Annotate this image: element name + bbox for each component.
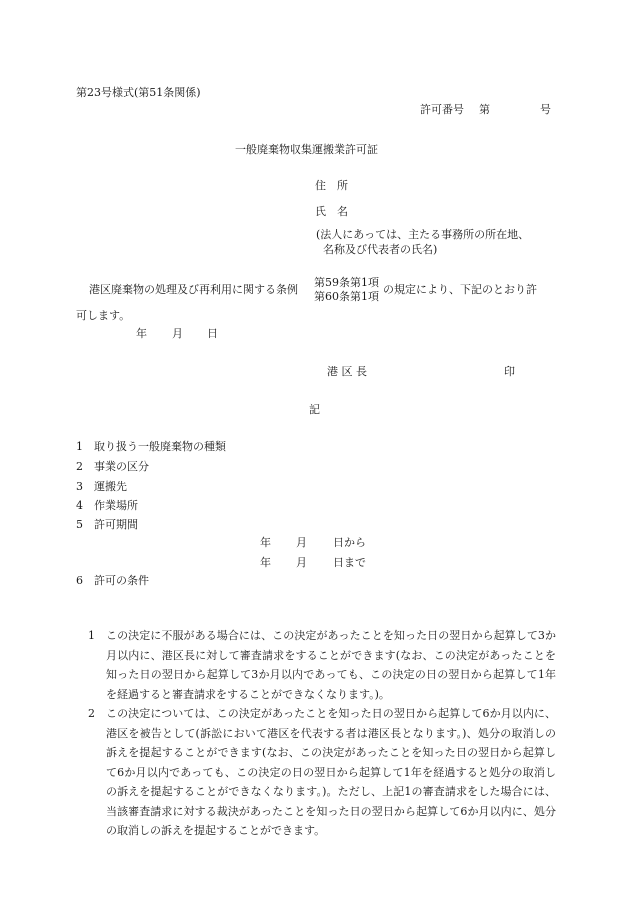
item-number: 1 — [76, 440, 83, 453]
list-item — [76, 518, 138, 532]
item-number: 6 — [76, 574, 83, 587]
permit-number-label: 許可番号 — [420, 103, 464, 116]
period-to-month: 月 — [296, 556, 307, 569]
list-item — [76, 440, 226, 454]
list-item — [76, 499, 138, 513]
form-number: 第23号様式(第51条関係) — [76, 86, 201, 99]
item-number: 5 — [76, 518, 83, 531]
document-title: 一般廃棄物収集運搬業許可証 — [235, 143, 378, 156]
name-label: 氏 名 — [315, 205, 348, 218]
applicant-note-line1: (法人にあっては、主たる事務所の所在地、 — [316, 228, 530, 241]
note-text: この決定については、この決定があったことを知った日の翌日から起算して6か月以内に、港区を被告として(訴訟において港区を代表する者は港区長となります。)、処分の取消しの訴えを提起することができます(なお、この決定があったことを知った日の翌日から起算して6か月以内であっても、この決定の日の翌日から起算して1年を経過すると処分の取消しの訴えを提起することができなくなります。)。ただし、上記1の審査請求をした場合には、当該審査請求に対する裁決があったことを知った日の翌日から起算して6か月以内に、処分の取消しの訴えを提起することができます。 — [106, 707, 556, 837]
item-label: 取り扱う一般廃棄物の種類 — [94, 440, 226, 453]
statement-part2: の規定により、下記のとおり許 — [383, 283, 537, 296]
item-label: 許可期間 — [94, 518, 138, 531]
article-2: 第60条第1項 — [314, 290, 379, 303]
list-item — [76, 574, 149, 588]
ki-heading: 記 — [309, 403, 320, 416]
applicant-note-line2: 名称及び代表者の氏名) — [323, 243, 438, 256]
list-item — [76, 460, 149, 474]
appeal-notes — [76, 626, 556, 841]
period-to-year: 年 — [260, 556, 271, 569]
note-number: 1 — [88, 629, 95, 642]
note-item — [88, 704, 556, 841]
item-number: 4 — [76, 499, 83, 512]
item-number: 3 — [76, 480, 83, 493]
date-day: 日 — [207, 327, 218, 340]
statement-part1: 港区廃棄物の処理及び再利用に関する条例 — [89, 283, 298, 296]
permit-number-prefix: 第 — [479, 103, 490, 116]
statement-part3: 可します。 — [76, 309, 131, 322]
period-from-day: 日から — [333, 536, 366, 549]
period-from-year: 年 — [260, 536, 271, 549]
article-1: 第59条第1項 — [314, 276, 379, 289]
seal-mark: 印 — [504, 365, 515, 378]
item-number: 2 — [76, 460, 83, 473]
note-item — [76, 626, 556, 704]
item-label: 作業場所 — [94, 499, 138, 512]
note-text: この決定に不服がある場合には、この決定があったことを知った日の翌日から起算して3か月以内に、港区長に対して審査請求をすることができます(なお、この決定があったことを知った日の翌日から起算して3か月以内であっても、この決定の日の翌日から起算して1年を経過すると審査請求をすることができなくなります。)。 — [106, 629, 556, 701]
item-label: 許可の条件 — [94, 574, 149, 587]
item-label: 事業の区分 — [94, 460, 149, 473]
permit-number-suffix: 号 — [540, 103, 551, 116]
note-number: 2 — [88, 707, 95, 720]
period-from-month: 月 — [296, 536, 307, 549]
period-to-day: 日まで — [333, 556, 366, 569]
item-label: 運搬先 — [94, 480, 127, 493]
date-month: 月 — [172, 327, 183, 340]
article-stack — [314, 276, 379, 304]
address-label: 住 所 — [315, 179, 348, 192]
date-year: 年 — [136, 327, 147, 340]
issuer-title: 港 区 長 — [327, 365, 367, 378]
list-item — [76, 480, 127, 494]
